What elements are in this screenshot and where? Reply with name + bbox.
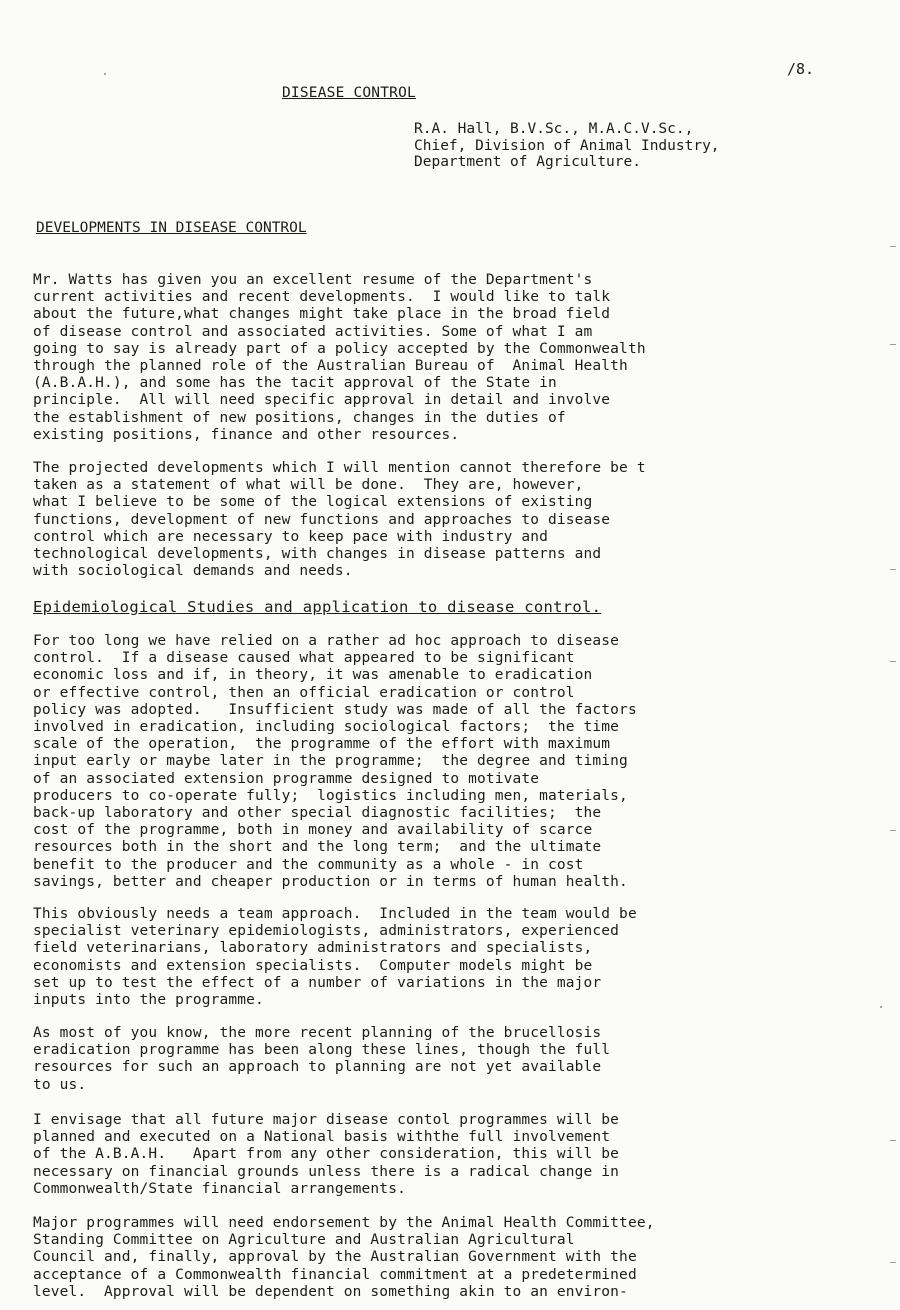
text-line: or effective control, then an official eradication or control (33, 684, 575, 701)
text-line: policy was adopted. Insufficient study was made of all the factors (33, 701, 637, 718)
text-line: Commonwealth/State financial arrangements. (33, 1180, 406, 1197)
text-line: I envisage that all future major disease contol programmes will be (33, 1112, 620, 1128)
text-line: savings, better and cheaper production or in terms of human health. (33, 873, 628, 890)
text-line: eradication programme has been along these lines, though the full (33, 1042, 611, 1059)
text-line: with sociological demands and needs. (33, 563, 353, 580)
text-line: through the planned role of the Australian Bureau of Animal Health (33, 358, 628, 375)
text-line: existing positions, finance and other resources. (33, 426, 460, 443)
text-line: Standing Committee on Agriculture and Australian Agricultural (33, 1232, 575, 1249)
text-line: Mr. Watts has given you an excellent resume of the Department's (33, 272, 593, 288)
text-line: going to say is already part of a policy accepted by the Commonwealth (33, 340, 646, 357)
paragraph (33, 906, 637, 1009)
paragraph (33, 1025, 610, 1094)
text-line: Council and, finally, approval by the Australian Government with the (33, 1249, 637, 1266)
paragraph (33, 1215, 655, 1301)
text-line: level. Approval will be dependent on something akin to an environ- (33, 1283, 628, 1300)
text-line: current activities and recent developments. I would like to talk (33, 289, 611, 306)
margin-mark (890, 569, 896, 570)
paragraph (33, 1112, 619, 1198)
margin-mark (890, 1140, 896, 1141)
text-line: what I believe to be some of the logical extensions of existing (33, 494, 593, 511)
author-role: Chief, Division of Animal Industry, (414, 137, 720, 154)
text-line: taken as a statement of what will be done. They are, however, (33, 477, 584, 494)
author-block (414, 121, 720, 171)
text-line: planned and executed on a National basis withthe full involvement (33, 1129, 611, 1146)
subheading: Epidemiological Studies and application to disease control. (33, 598, 602, 616)
text-line: benefit to the producer and the community as a whole - in cost (33, 856, 584, 873)
text-line: resources both in the short and the long term; and the ultimate (33, 839, 602, 856)
text-line: economic loss and if, in theory, it was amenable to eradication (33, 667, 593, 684)
text-line: back-up laboratory and other special diagnostic facilities; the (33, 805, 602, 822)
text-line: technological developments, with changes in disease patterns and (33, 546, 602, 563)
paragraph (33, 633, 637, 891)
scan-speck (880, 1006, 882, 1008)
text-line: resources for such an approach to planning are not yet available (33, 1059, 602, 1076)
text-line: For too long we have relied on a rather ad hoc approach to disease (33, 633, 620, 649)
text-line: acceptance of a Commonwealth financial commitment at a predetermined (33, 1266, 637, 1283)
text-line: of an associated extension programme designed to motivate (33, 770, 540, 787)
text-line: cost of the programme, both in money and availability of scarce (33, 822, 593, 839)
text-line: necessary on financial grounds unless there is a radical change in (33, 1163, 620, 1180)
text-line: control. If a disease caused what appeared to be significant (33, 650, 575, 667)
text-line: As most of you know, the more recent planning of the brucellosis (33, 1025, 602, 1041)
text-line: functions, development of new functions and approaches to disease (33, 511, 611, 528)
text-line: Major programmes will need endorsement by the Animal Health Committee, (33, 1215, 655, 1231)
margin-mark (890, 344, 896, 345)
paragraph (33, 272, 646, 444)
page-number: /8. (787, 60, 815, 78)
section-heading: DEVELOPMENTS IN DISEASE CONTROL (36, 220, 307, 236)
text-line: set up to test the effect of a number of variations in the major (33, 974, 602, 991)
text-line: field veterinarians, laboratory administrators and specialists, (33, 940, 593, 957)
text-line: specialist veterinary epidemiologists, administrators, experienced (33, 923, 620, 940)
text-line: This obviously needs a team approach. Included in the team would be (33, 906, 637, 922)
author-name: R.A. Hall, B.V.Sc., M.A.C.V.Sc., (414, 121, 694, 137)
text-line: inputs into the programme. (33, 992, 264, 1009)
text-line: to us. (33, 1076, 87, 1093)
paragraph (33, 460, 646, 580)
text-line: economists and extension specialists. Computer models might be (33, 957, 593, 974)
text-line: involved in eradication, including sociological factors; the time (33, 719, 620, 736)
text-line: the establishment of new positions, changes in the duties of (33, 409, 566, 426)
text-line: principle. All will need specific approval in detail and involve (33, 392, 611, 409)
document-title: DISEASE CONTROL (282, 85, 416, 101)
text-line: (A.B.A.H.), and some has the tacit approval of the State in (33, 375, 557, 392)
text-line: of the A.B.A.H. Apart from any other consideration, this will be (33, 1146, 620, 1163)
margin-mark (890, 830, 896, 831)
author-department: Department of Agriculture. (414, 154, 641, 171)
text-line: producers to co-operate fully; logistics including men, materials, (33, 787, 628, 804)
text-line: of disease control and associated activities. Some of what I am (33, 323, 593, 340)
margin-mark (890, 1262, 896, 1263)
margin-mark (890, 246, 896, 247)
text-line: about the future,what changes might take place in the broad field (33, 306, 611, 323)
text-line: control which are necessary to keep pace with industry and (33, 528, 549, 545)
scan-speck (104, 73, 106, 75)
margin-mark (890, 661, 896, 662)
text-line: input early or maybe later in the programme; the degree and timing (33, 753, 628, 770)
text-line: scale of the operation, the programme of the effort with maximum (33, 736, 611, 753)
text-line: The projected developments which I will mention cannot therefore be t (33, 460, 646, 476)
